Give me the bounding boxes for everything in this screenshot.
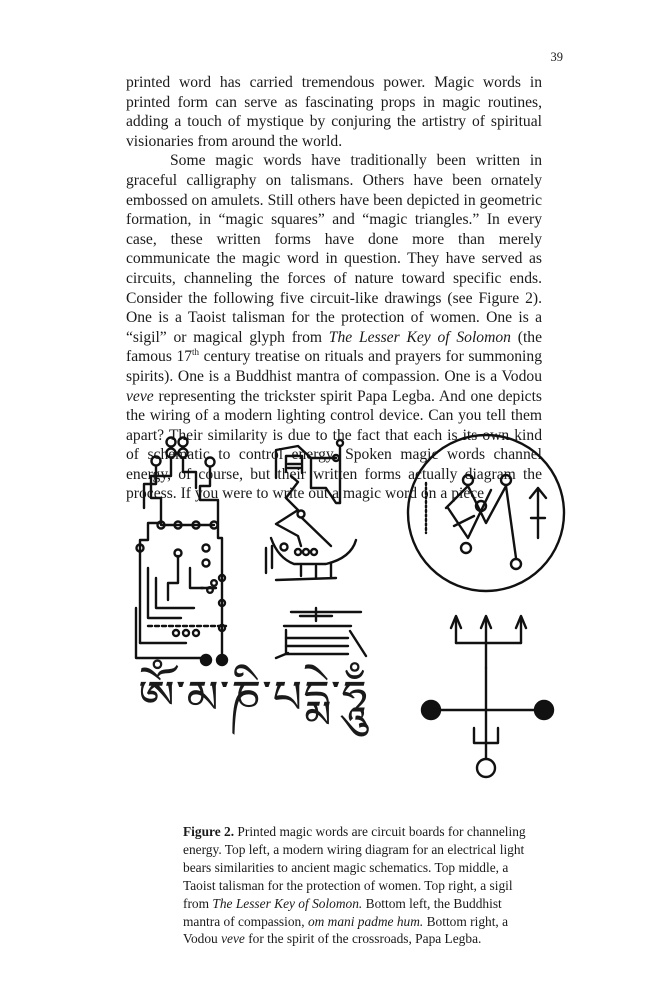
italic-text: The Lesser Key of Solomon. xyxy=(212,895,363,911)
page-number: 39 xyxy=(550,50,563,64)
text-run: Bottom left, the Buddhist mantra of compassion, xyxy=(183,895,502,929)
text-run: Some magic words have traditionally been written in graceful calligraphy on talismans. Others have been ornately embossed on amulets. Still others have been depicted in geometric formation, in “magic squares” and “magic triangles.” In every case, these written forms have done more than merely communicate the magic word in question. They have served as circuits, channeling the forces of nature toward specific ends. Consider the following five circuit-like drawings (see Figure 2). One is a Taoist talisman for the protection of women. One is a “sigil” or magical glyph from xyxy=(126,152,542,346)
om-mani-padme-hum-mantra: ཨོཾ་མ་ཎི་པདྨེ་ཧཱུྃ xyxy=(138,670,369,724)
figure-2 xyxy=(126,428,571,808)
caption-text xyxy=(183,824,526,946)
superscript-text: th xyxy=(192,347,200,358)
papa-legba-veve-icon xyxy=(422,616,553,777)
text-run: representing the trickster spirit Papa Legba. And one depicts the wiring of a modern lighting control device. Can you tell them apart? Their similarity is due to the fact that each is its own kind of schematic to control energy. Spoken magic words channel energy, of course, but their written forms actually diagram the process. If you were to write out a magic word on a piece xyxy=(126,387,542,503)
italic-text: The Lesser Key of Solomon xyxy=(328,328,511,346)
text-run: century treatise on rituals and prayers for summoning spirits). One is a Buddhist mantra of compassion. One is a Vodou xyxy=(126,348,542,385)
text-run: Printed magic words are circuit boards for channeling energy. Top left, a modern wiring diagram for an electrical light bears similarities to ancient magic schematics. Top middle, a Taoist talisman for the protection of women. Top right, a sigil from xyxy=(183,824,526,911)
taoist-talisman-icon xyxy=(266,440,366,658)
caption-label: Figure 2. xyxy=(183,824,235,839)
text-run: (the famous 17 xyxy=(126,328,542,366)
text-run: printed word has carried tremendous power. Magic words in printed form can serve as fascinating props in magic routines, adding a touch of mystique by conjuring the artistry of spiritual visionaries from around the world. xyxy=(126,74,542,150)
text-run: for the spirit of the crossroads, Papa Legba. xyxy=(244,931,482,947)
italic-text: veve xyxy=(221,931,245,947)
text-run: Bottom right, a Vodou xyxy=(183,913,509,947)
solomon-sigil-icon xyxy=(408,435,564,591)
italic-text: veve xyxy=(126,387,154,405)
italic-text: om mani padme hum. xyxy=(307,913,424,929)
figure-drawings xyxy=(126,428,571,808)
paragraph-1 xyxy=(126,73,542,151)
figure-caption xyxy=(183,823,535,948)
wiring-diagram-icon xyxy=(136,438,227,666)
